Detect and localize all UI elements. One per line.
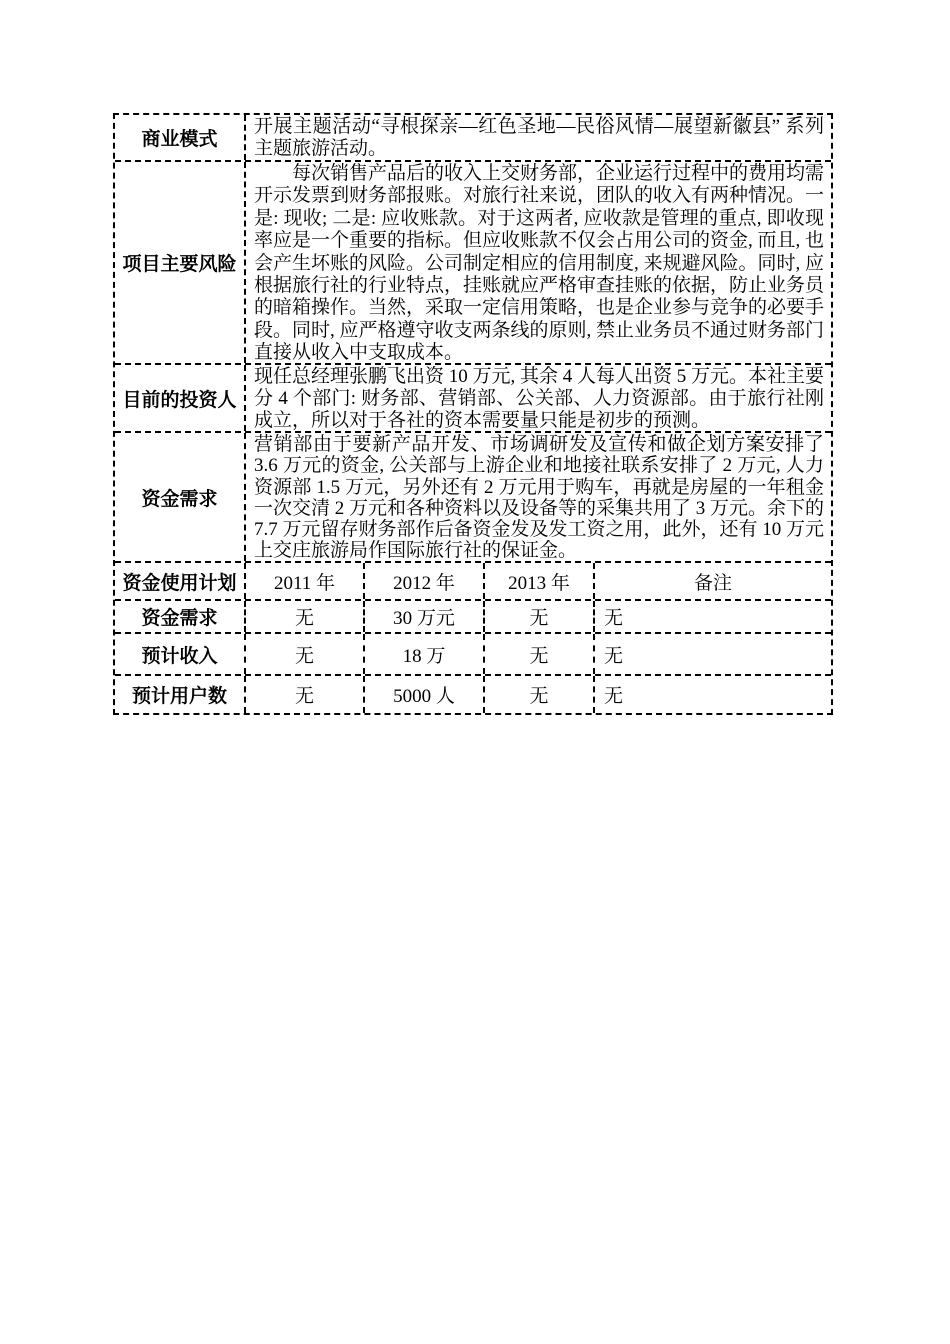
plan-row-users-2012: 5000 人 [365, 676, 485, 713]
plan-row-users-label: 预计用户数 [115, 676, 246, 713]
plan-row-income-2011: 无 [246, 634, 365, 674]
plan-row-income-2013: 无 [485, 634, 595, 674]
plan-header-row [115, 563, 831, 601]
plan-row-income [115, 634, 831, 676]
row-content-main-risks: 每次销售产品后的收入上交财务部，企业运行过程中的费用均需开示发票到财务部报账。对旅行社来说，团队的收入有两种情况。一是: 现收; 二是: 应收账款。对于这两者, 应收款是管理的重点, 即收现率应是一个重要的指标。但应收账款不仅会占用公司的资金, 而且, 也会产生坏账的风险。公司制定相应的信用制度, 来规避风险。同时, 应根据旅行社的行业特点，挂账就应严格审查挂账的依据，防止业务员的暗箱操作。当然，采取一定信用策略，也是企业参与竞争的必要手段。同时, 应严格遵守收支两条线的原则, 禁止业务员不通过财务部门直接从收入中支取成本。 [254, 163, 825, 363]
plan-header-note: 备注 [693, 572, 732, 594]
plan-row-users-2011: 无 [246, 676, 365, 713]
plan-row-funding-2013: 无 [485, 601, 595, 632]
plan-row-income-2012: 18 万 [365, 634, 485, 674]
plan-header-2011: 2011 年 [246, 563, 365, 599]
plan-header-label: 资金使用计划 [115, 563, 246, 599]
plan-header-2013: 2013 年 [485, 563, 595, 599]
plan-row-funding-label: 资金需求 [115, 601, 246, 632]
plan-row-funding [115, 601, 831, 634]
plan-row-funding-2011: 无 [246, 601, 365, 632]
plan-row-funding-2012: 30 万元 [365, 601, 485, 632]
row-label-business-model: 商业模式 [115, 115, 246, 160]
row-label-funding-needs: 资金需求 [115, 433, 246, 561]
business-plan-table [113, 113, 833, 715]
row-funding-needs [115, 433, 831, 563]
plan-row-funding-note: 无 [604, 608, 624, 629]
row-content-funding-needs: 营销部由于要新产品开发、市场调研发及宣传和做企划方案安排了 3.6 万元的资金, 公关部与上游企业和地接社联系安排了 2 万元, 人力资源部 1.5 万元，另外还有 2 万元用于购车，再就是房屋的一年租金一次交清 2 万元和各种资料以及设备等的采集共用了 3 万元。余下的 7.7 万元留存财务部作后备资金发及发工资之用，此外，还有 10 万元上交庄旅游局作国际旅行社的保证金。 [254, 434, 825, 561]
row-business-model [115, 115, 831, 162]
plan-header-2012: 2012 年 [365, 563, 485, 599]
row-label-main-risks: 项目主要风险 [115, 162, 246, 363]
plan-row-income-note: 无 [604, 645, 624, 667]
row-main-risks [115, 162, 831, 365]
row-content-business-model: 开展主题活动“寻根探亲—红色圣地—民俗风情—展望新徽县” 系列主题旅游活动。 [254, 116, 824, 160]
plan-row-users-note: 无 [604, 686, 624, 707]
row-label-current-investors: 目前的投资人 [115, 365, 246, 431]
plan-row-users-2013: 无 [485, 676, 595, 713]
plan-row-income-label: 预计收入 [115, 634, 246, 674]
row-content-current-investors: 现任总经理张鹏飞出资 10 万元, 其余 4 人每人出资 5 万元。本社主要分 4 个部门: 财务部、营销部、公关部、人力资源部。由于旅行社刚成立，所以对于各社的资本需要量只能是初步的预测。 [254, 366, 825, 431]
plan-row-users [115, 676, 831, 713]
row-current-investors [115, 365, 831, 433]
